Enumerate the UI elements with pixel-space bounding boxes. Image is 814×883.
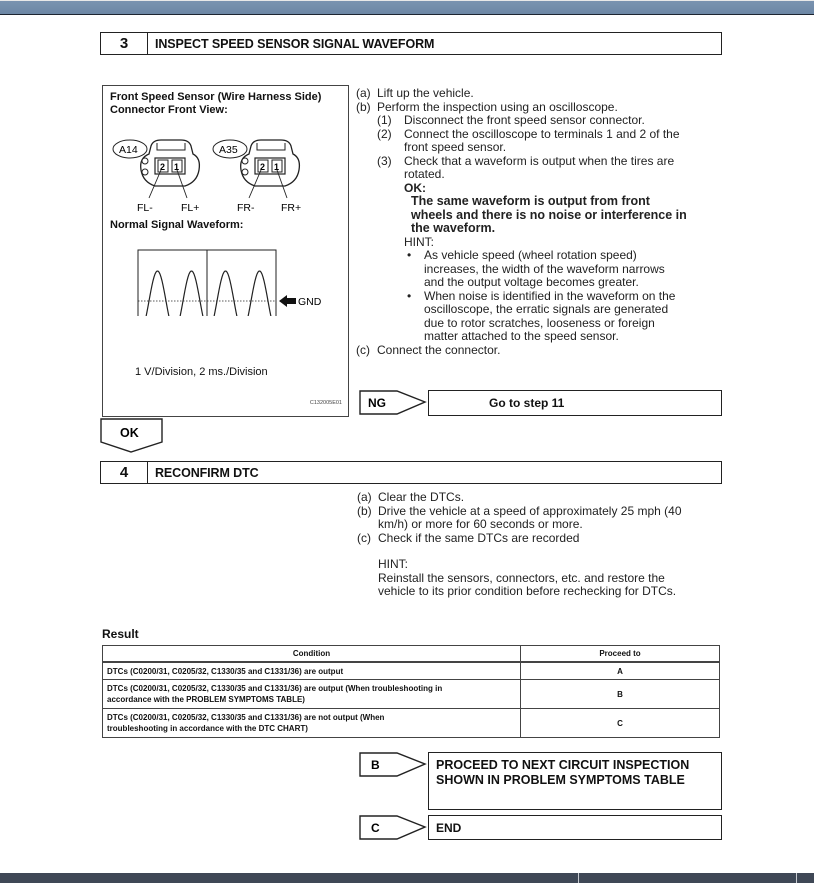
table-header-row (103, 646, 720, 663)
item-text: Connect the connector. (377, 342, 501, 357)
ok-label: OK (120, 426, 139, 440)
column-header-condition: Condition (103, 646, 521, 663)
c-destination-box[interactable] (428, 815, 722, 840)
item-text: front speed sensor. (404, 140, 507, 154)
item-text: Disconnect the front speed sensor connector. (404, 113, 645, 127)
hint-label: HINT: (378, 557, 408, 571)
connector-figure (102, 85, 349, 417)
b-destination-box[interactable] (428, 752, 722, 810)
figure-title (110, 91, 321, 117)
item-label: (c) (357, 530, 371, 545)
step-4-instructions (357, 491, 727, 599)
ok-branch-arrow[interactable] (100, 418, 164, 454)
hint-text: matter attached to the speed sensor. (424, 329, 619, 343)
instruction-c (356, 344, 726, 358)
step-number: 4 (101, 462, 148, 483)
figure-code: C132005E01 (309, 400, 342, 406)
terminal-label: FR+ (281, 202, 302, 214)
oscilloscope-waveform (103, 236, 350, 316)
connector-diagram (103, 126, 350, 221)
instruction-b3 (356, 155, 726, 182)
instruction-c (357, 532, 727, 546)
gnd-label: GND (298, 296, 322, 308)
c-destination-text[interactable]: END (436, 820, 462, 835)
ng-destination-text[interactable]: Go to step 11 (489, 396, 565, 410)
hint-text: and the output voltage becomes greater. (424, 275, 639, 289)
instruction-a (357, 491, 727, 505)
instruction-b2 (356, 128, 726, 155)
condition-text: accordance with the PROBLEM SYMPTOMS TABLE) (107, 695, 305, 704)
b-label: B (371, 758, 380, 772)
figure-title-line: Front Speed Sensor (Wire Harness Side) (110, 91, 322, 103)
item-text: Check if the same DTCs are recorded (378, 530, 580, 545)
ok-criteria-line: the waveform. (411, 221, 496, 235)
pin-label: 1 (274, 162, 280, 172)
item-label: (c) (356, 342, 370, 357)
figure-title-line: Connector Front View: (110, 104, 228, 116)
table-row (103, 680, 720, 709)
hint-label: HINT: (404, 234, 434, 249)
item-label: (1) (377, 113, 392, 127)
hint-text: When noise is identified in the waveform on the (424, 288, 676, 303)
condition-text: DTCs (C0200/31, C0205/32, C1330/35 and C1331/36) are output (107, 666, 344, 676)
step-4-header (100, 461, 722, 484)
ok-criteria-line: wheels and there is no noise or interference in (411, 207, 687, 222)
hint-text: due to rotor scratches, looseness or foreign (424, 315, 655, 330)
pin-label: 1 (174, 162, 180, 172)
item-label: (b) (356, 99, 371, 114)
instruction-b1 (356, 114, 726, 128)
proceed-cell: A (521, 662, 720, 680)
pin-label: 2 (260, 162, 266, 172)
instruction-b (357, 505, 727, 532)
window-title-bar (0, 0, 814, 15)
b-branch-arrow[interactable] (359, 752, 429, 778)
terminal-label: FL+ (181, 202, 200, 214)
ng-label: NG (368, 396, 386, 410)
bottom-toolbar (0, 873, 814, 883)
item-text: Clear the DTCs. (378, 490, 465, 504)
item-text: Perform the inspection using an oscilloscope. (377, 99, 618, 114)
terminal-label: FL- (137, 202, 153, 214)
ng-destination-box[interactable] (428, 390, 722, 416)
item-text: Lift up the vehicle. (377, 86, 474, 100)
waveform-title: Normal Signal Waveform: (110, 219, 244, 231)
hint-text: As vehicle speed (wheel rotation speed) (424, 248, 637, 262)
table-row (103, 709, 720, 738)
step-3-header (100, 32, 722, 55)
condition-cell (103, 709, 521, 738)
pin-label: 2 (160, 162, 166, 172)
proceed-cell: C (521, 709, 720, 738)
bullet-icon: • (407, 288, 412, 303)
hint-text: Reinstall the sensors, connectors, etc. and restore the (378, 570, 665, 585)
result-table (102, 645, 720, 738)
result-heading: Result (102, 627, 139, 641)
item-label: (2) (377, 126, 392, 141)
c-branch-arrow[interactable] (359, 815, 429, 841)
ok-criteria-label: OK: (404, 180, 426, 195)
condition-cell (103, 680, 521, 709)
item-text: Connect the oscilloscope to terminals 1 and 2 of the (404, 126, 680, 141)
step-3-instructions (356, 87, 726, 357)
item-text: Check that a waveform is output when the tires are (404, 153, 675, 168)
proceed-cell: B (521, 680, 720, 709)
ng-branch-arrow[interactable] (359, 390, 429, 416)
hint-text: vehicle to its prior condition before rechecking for DTCs. (378, 584, 677, 598)
hint-bullet (356, 249, 726, 290)
connector-id-label: A35 (219, 144, 238, 156)
toolbar-separator (796, 873, 797, 883)
instruction-b (356, 101, 726, 115)
condition-text: troubleshooting in accordance with the DTC CHART) (107, 724, 308, 733)
gnd-arrow-icon (279, 295, 296, 307)
b-destination-text[interactable]: PROCEED TO NEXT CIRCUIT INSPECTION (436, 758, 690, 772)
item-label: (3) (377, 153, 392, 168)
step-title: INSPECT SPEED SENSOR SIGNAL WAVEFORM (155, 36, 435, 51)
terminal-label: FR- (237, 202, 255, 214)
c-label: C (371, 821, 380, 835)
bullet-icon: • (407, 248, 412, 262)
condition-cell (103, 662, 521, 680)
scale-label: 1 V/Division, 2 ms./Division (135, 366, 268, 378)
toolbar-separator (578, 873, 579, 883)
condition-text: DTCs (C0200/31, C0205/32, C1330/35 and C1331/36) are output (When troubleshooting in (107, 684, 443, 693)
item-text: rotated. (404, 167, 445, 181)
item-label: (a) (357, 490, 372, 504)
instruction-a (356, 87, 726, 101)
table-row (103, 662, 720, 680)
ok-criteria-line: The same waveform is output from front (411, 194, 650, 208)
b-destination-text[interactable]: SHOWN IN PROBLEM SYMPTOMS TABLE (436, 773, 685, 787)
step-title: RECONFIRM DTC (155, 465, 259, 480)
item-label: (a) (356, 86, 371, 100)
column-header-proceed: Proceed to (521, 646, 720, 663)
item-text: Drive the vehicle at a speed of approximately 25 mph (40 (378, 503, 682, 518)
hint-bullet (356, 290, 726, 344)
hint-text: increases, the width of the waveform narrows (424, 261, 665, 276)
ok-criteria (356, 195, 726, 236)
item-label: (b) (357, 503, 372, 518)
item-text: km/h) or more for 60 seconds or more. (378, 517, 583, 531)
step-number: 3 (101, 33, 148, 54)
connector-id-label: A14 (119, 144, 138, 156)
condition-text: DTCs (C0200/31, C0205/32, C1330/35 and C1331/36) are not output (When (107, 713, 385, 722)
hint-text: oscilloscope, the erratic signals are generated (424, 302, 669, 316)
